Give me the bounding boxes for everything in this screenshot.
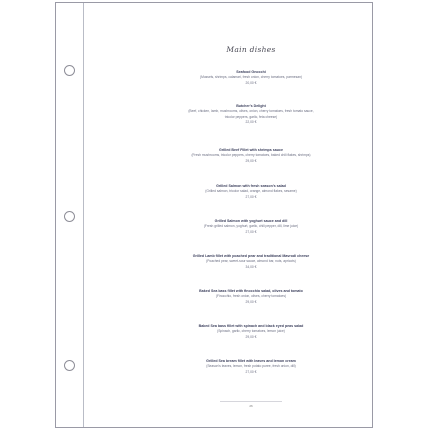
binder-hole <box>64 360 75 371</box>
dish-price: 29,00 € <box>245 334 257 339</box>
dish-price: 34,00 € <box>245 264 257 269</box>
dish-name: Grilled Lamb fillet with poached pear and traditional Mavrodi cheese <box>192 254 310 258</box>
dish-name: Baked Sea bass fillet with finocchio salad, olives and tomato <box>199 289 303 293</box>
dish-name: Grilled Salmon with fresh season's salad <box>216 184 286 188</box>
dish-item <box>130 184 372 200</box>
dish-description: (Fresh mushrooms, tricolor peppers, cherry tomatoes, baked chili flakes, shrimps) <box>191 153 311 158</box>
dish-name: Baked Sea bass fillet with spinach and black eyed peas salad <box>198 324 304 328</box>
dish-name: Grilled Beef Fillet with shrimps sauce <box>219 148 283 152</box>
binder-hole <box>64 211 75 222</box>
dish-name: Butcher's Delight <box>236 104 266 108</box>
dish-price: 27,00 € <box>245 194 257 199</box>
binder-hole <box>64 65 75 76</box>
dish-name: Grilled Sea bream fillet with leaves and lemon cream <box>206 359 296 363</box>
menu-content <box>130 3 372 427</box>
dish-description: (Finocchio, fresh onion, olives, cherry tomatoes) <box>215 294 287 299</box>
dish-description: (Spinach, garlic, cherry tomatoes, lemon juice) <box>217 329 285 334</box>
dish-price: 27,00 € <box>245 369 257 374</box>
dish-description: (Grilled salmon, tricolor salad, orange, almond flakes, sesame) <box>205 189 297 194</box>
dish-description: (Season's leaves, lemon, fresh potato puree, fresh onion, dill) <box>206 364 296 369</box>
dish-item <box>130 359 372 375</box>
dish-item <box>130 289 372 305</box>
dish-description-cont: tricolor peppers, garlic, feta cheese) <box>224 114 278 119</box>
menu-page <box>55 2 373 428</box>
dish-item <box>130 219 372 235</box>
dish-description: (Poached pear, sweet-sour sauce, almond bar, nuts, apricots) <box>206 259 296 264</box>
binder-margin-line <box>83 3 84 427</box>
dish-item <box>130 148 372 164</box>
dish-price: 22,00 € <box>245 119 257 124</box>
dish-price: 27,00 € <box>245 229 257 234</box>
dish-price: 29,00 € <box>245 299 257 304</box>
page-number: 26 <box>130 401 372 408</box>
dish-item <box>130 254 372 270</box>
dish-name: Seafood Gnocchi <box>236 70 266 74</box>
dish-description: (Beef, chicken, lamb, mushrooms, olives, onion, cherry tomatoes, fresh tomato sauce, <box>188 109 314 114</box>
dish-description: (Mussels, shrimps, calamari, fresh onion, cherry tomatoes, parmesan) <box>199 75 303 80</box>
dish-item <box>130 324 372 340</box>
dish-name: Grilled Salmon with yoghurt sauce and dill <box>214 219 288 223</box>
dish-price: 29,00 € <box>245 158 257 163</box>
dish-description: (Fresh grilled salmon, yoghurt, garlic, chili pepper, dill, lime juice) <box>203 224 299 229</box>
dish-item <box>130 104 372 125</box>
dish-item <box>130 70 372 86</box>
menu-title: Main dishes <box>226 45 276 54</box>
dish-price: 20,00 € <box>245 80 257 85</box>
